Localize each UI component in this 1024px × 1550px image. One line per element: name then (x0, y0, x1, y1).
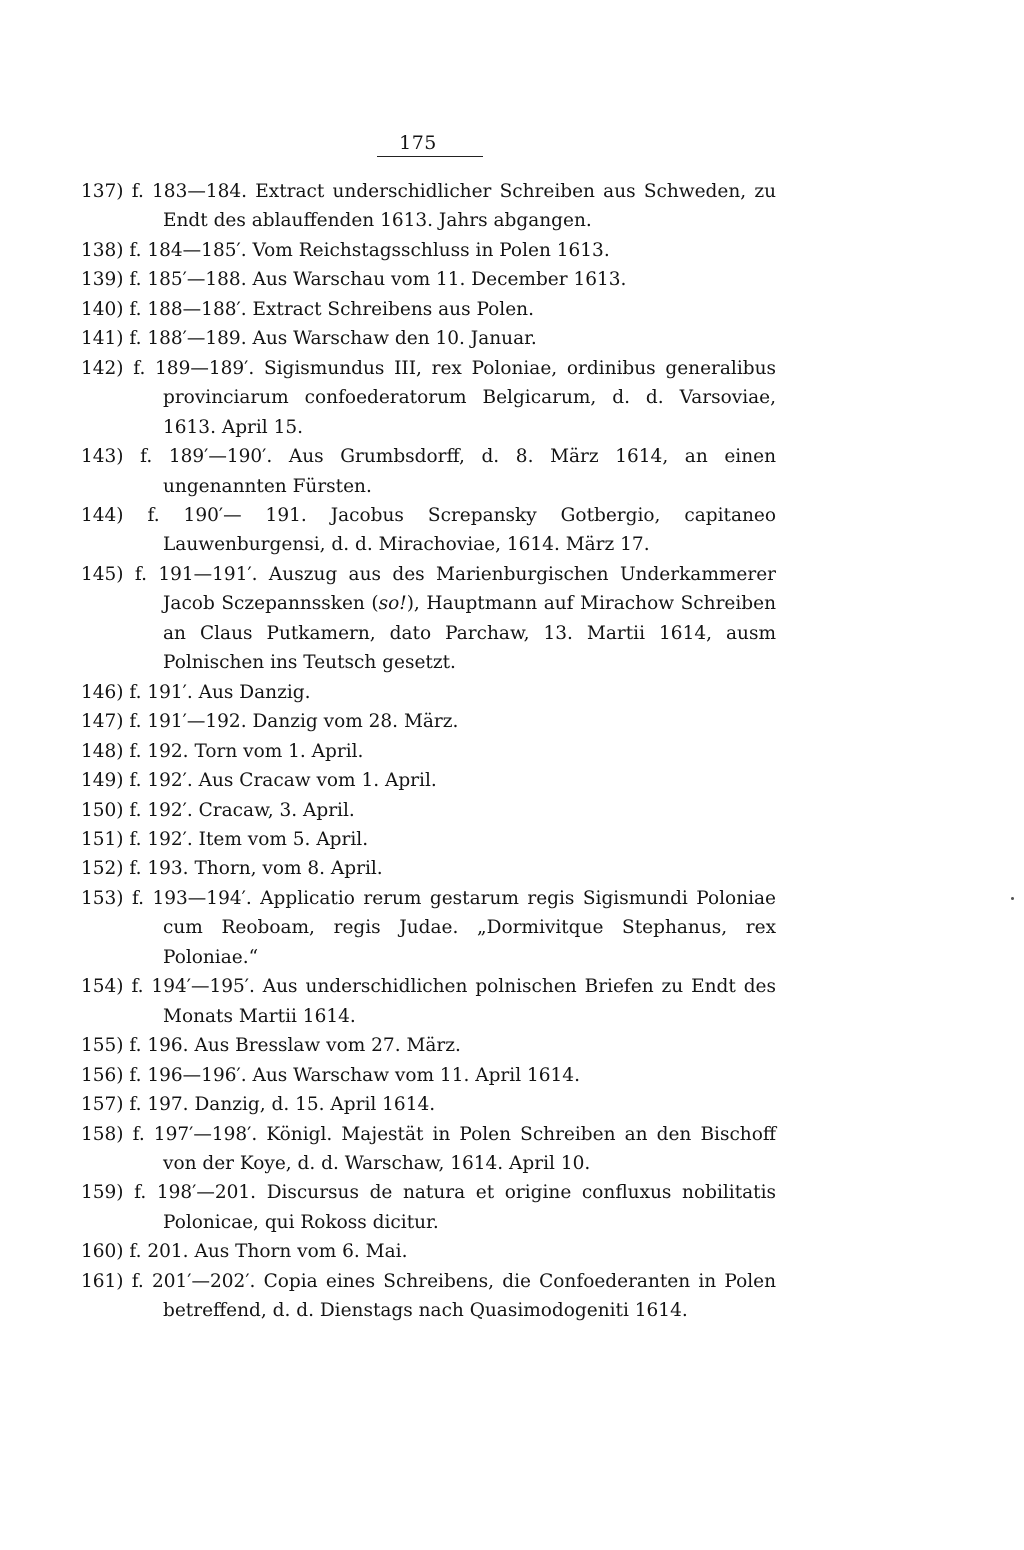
entry-number: 144) (81, 504, 124, 526)
entry-folio: f. 190′— 191. (147, 504, 307, 526)
entry-text: Königl. Majestät in Polen Schreiben an den Bischoff von der Koye, d. d. Warschaw, 1614. April 10. (163, 1123, 777, 1174)
entry-folio: f. 196—196′. (129, 1064, 247, 1086)
list-item (81, 972, 776, 1031)
entry-number: 145) (81, 563, 124, 585)
list-item (81, 442, 776, 501)
entry-folio: f. 197′—198′. (132, 1123, 258, 1145)
entry-folio: f. 191′. (129, 681, 193, 703)
entry-folio: f. 193. (129, 858, 189, 880)
entry-folio: f. 196. (129, 1035, 189, 1057)
entry-number: 137) (81, 181, 124, 202)
list-item (81, 324, 776, 353)
list-item (81, 796, 776, 825)
page-number: 175 (399, 132, 437, 154)
entry-text: Aus underschidlichen polnischen Briefen zu Endt des Monats Martii 1614. (163, 976, 776, 1027)
list-item (81, 265, 776, 294)
entry-number: 140) (81, 298, 124, 320)
entry-text: Torn vom 1. April. (194, 740, 364, 762)
list-item (81, 1120, 776, 1179)
entry-text: Jacobus Screpansky Gotbergio, capitaneo Lauwenburgensi, d. d. Mirachoviae, 1614. März 17. (163, 504, 776, 556)
entry-folio: f. 189′—190′. (140, 446, 273, 468)
list-item (81, 766, 776, 795)
entry-number: 139) (81, 269, 124, 291)
entry-number: 156) (81, 1064, 124, 1086)
entry-folio: f. 191′—192. (129, 711, 247, 733)
entry-number: 151) (81, 828, 124, 850)
entry-text-italic: so! (378, 593, 407, 615)
entry-number: 148) (81, 740, 124, 762)
entry-text: Vom Reichstagsschluss in Polen 1613. (252, 239, 610, 261)
list-item (81, 854, 776, 883)
entry-number: 138) (81, 239, 124, 261)
entry-text: Item vom 5. April. (198, 828, 369, 850)
list-item (81, 737, 776, 766)
entry-folio: f. 201. (129, 1241, 189, 1263)
entry-text: Cracaw, 3. April. (198, 799, 355, 821)
entry-number: 152) (81, 858, 124, 880)
entry-text: Thorn, vom 8. April. (194, 858, 383, 880)
entry-text: Copia eines Schreibens, die Confoederanten in Polen betreffend, d. d. Dienstags nach Quasimodogeniti 1614. (163, 1270, 776, 1322)
entry-folio: f. 193—194′. (131, 887, 252, 909)
list-item (81, 678, 776, 707)
entry-number: 157) (81, 1094, 124, 1116)
entry-text: Danzig vom 28. März. (252, 711, 459, 733)
entry-number: 142) (81, 357, 124, 379)
entry-text: Discursus de natura et origine confluxus nobilitatis Polonicae, qui Rokoss dicitur. (163, 1182, 776, 1233)
entry-number: 155) (81, 1035, 124, 1057)
entry-folio: f. 188′—189. (129, 328, 247, 350)
list-item (81, 1090, 776, 1119)
entry-text: Aus Thorn vom 6. Mai. (194, 1241, 408, 1263)
entry-folio: f. 201′—202′. (131, 1270, 256, 1292)
list-item (81, 825, 776, 854)
entry-number: 161) (81, 1270, 124, 1292)
entry-text: Sigismundus III, rex Poloniae, ordinibus generalibus provinciarum confoederatorum Belgicarum, d. d. Varsoviae, 1613. April 15. (163, 357, 776, 438)
entry-number: 146) (81, 681, 124, 703)
entry-text: Aus Warschau vom 11. December 1613. (252, 269, 627, 291)
entry-text-part: ), Hauptmann auf Mirachow Schreiben an Claus Putkamern, dato Parchaw, 13. Martii 1614, ausm Polnischen ins Teutsch gesetzt. (163, 593, 776, 674)
list-item (81, 295, 776, 324)
scan-speck (1011, 897, 1014, 900)
entry-folio: f. 192. (129, 740, 189, 762)
entry-folio: f. 197. (129, 1094, 189, 1116)
entry-folio: f. 192′. (129, 828, 193, 850)
entry-number: 141) (81, 328, 124, 350)
entry-text: Extract underschidlicher Schreiben aus Schweden, zu Endt des ablauffenden 1613. Jahrs abgangen. (163, 181, 777, 232)
entry-number: 147) (81, 711, 124, 733)
entry-folio: f. 192′. (129, 799, 193, 821)
list-item (81, 884, 776, 972)
entry-text: Aus Warschaw vom 11. April 1614. (252, 1064, 580, 1086)
entry-text: Danzig, d. 15. April 1614. (194, 1094, 436, 1116)
entry-text: Aus Danzig. (198, 681, 311, 703)
entry-number: 154) (81, 976, 124, 998)
entry-folio: f. 185′—188. (129, 269, 247, 291)
entry-text: Aus Warschaw den 10. Januar. (252, 328, 537, 350)
entry-folio: f. 192′. (129, 770, 193, 792)
entry-number: 153) (81, 887, 124, 909)
list-item (81, 354, 776, 442)
entry-number: 150) (81, 799, 124, 821)
entry-number: 160) (81, 1241, 124, 1263)
entry-number: 159) (81, 1182, 124, 1204)
entry-text: Applicatio rerum gestarum regis Sigismundi Poloniae cum Reoboam, regis Judae. „Dormivitque Stephanus, rex Poloniae.“ (163, 887, 776, 968)
entry-folio: f. 191—191′. (134, 563, 258, 585)
entry-text: Aus Cracaw vom 1. April. (198, 770, 437, 792)
entry-number: 149) (81, 770, 124, 792)
entry-folio: f. 188—188′. (129, 298, 247, 320)
list-item (81, 1061, 776, 1090)
entry-text: Extract Schreibens aus Polen. (252, 298, 534, 320)
entry-number: 143) (81, 446, 124, 468)
entry-folio: f. 184—185′. (129, 239, 247, 261)
list-item (81, 1237, 776, 1266)
entry-text: Aus Bresslaw vom 27. März. (194, 1035, 461, 1057)
list-item (81, 560, 776, 678)
list-item (81, 1031, 776, 1060)
entry-list (81, 177, 776, 1326)
list-item (81, 177, 776, 236)
list-item (81, 1178, 776, 1237)
entry-folio: f. 189—189′. (133, 357, 255, 379)
list-item (81, 236, 776, 265)
entry-text-part: Auszug aus des Marienburgischen Underkammerer Jacob Sczepannssken ( (163, 563, 777, 615)
list-item (81, 1267, 776, 1326)
entry-folio: f. 194′—195′. (131, 976, 255, 998)
entry-folio: f. 198′—201. (134, 1182, 257, 1204)
list-item (81, 501, 776, 560)
list-item (81, 707, 776, 736)
entry-text: Aus Grumbsdorff, d. 8. März 1614, an einen ungenannten Fürsten. (163, 446, 777, 497)
page-number-rule (377, 156, 483, 157)
entry-number: 158) (81, 1123, 124, 1145)
entry-folio: f. 183—184. (131, 181, 248, 202)
